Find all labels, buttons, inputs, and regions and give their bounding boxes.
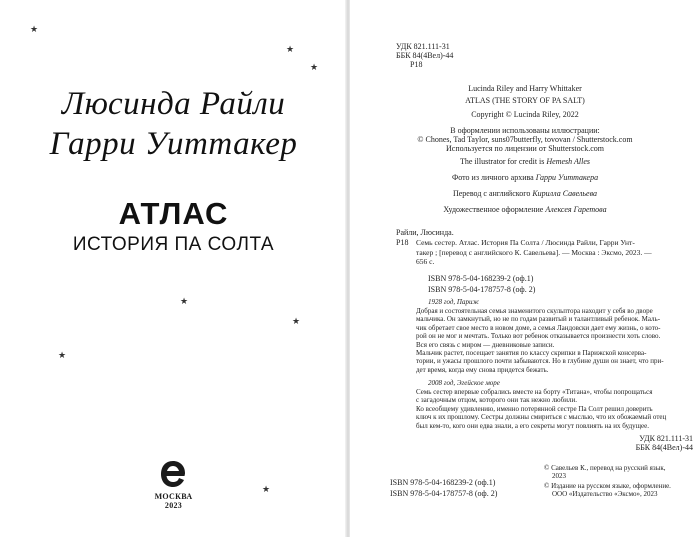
annotation-line: был кем-то, кого они едва знали, а его секреты могут повлиять на их будущее. (416, 421, 649, 430)
annotation-line: Ко всеобщему удивлению, именно потерянной сестре Па Солт решил доверить (416, 404, 653, 413)
translator-name: Кирилла Савельева (532, 189, 598, 198)
illustrator-credit-prefix: The illustrator for credit is (459, 157, 547, 166)
title-page (0, 0, 347, 537)
star-icon: ★ (292, 317, 301, 327)
publisher-city: МОСКВА (154, 492, 193, 501)
bbk-code-bottom: ББК 84(4Вел)-44 (635, 443, 693, 452)
catalog-isbn-1: ISBN 978-5-04-168239-2 (оф.1) (428, 274, 534, 283)
book-title: АТЛАС (118, 196, 229, 231)
star-icon: ★ (30, 25, 39, 35)
copyright-edition-2: ООО «Издательство «Эксмо», 2023 (552, 490, 658, 498)
illustrations-credit: © Chones, Tad Taylor, suns07butterfly, tovovan / Shutterstock.com (417, 135, 633, 144)
section-label-1928: 1928 год, Париж (428, 298, 479, 306)
photo-credit (390, 173, 660, 182)
catalog-line: Семь сестер. Атлас. История Па Солта / Люсинда Райли, Гарри Унт- (416, 238, 635, 247)
photo-credit-name: Гарри Уиттакера (535, 173, 599, 182)
translation-credit (390, 189, 660, 198)
annotation-line: с загадочным отцом, которого они так нежно любили. (416, 396, 577, 405)
annotation-line: мальчика. Он замкнутый, но не по годам развитый и талантливый ребенок. Маль- (416, 315, 661, 324)
annotation-line: рой он не мог и мечтать. Только вот ребенок отказывается произнести хоть слово. (416, 332, 661, 341)
star-icon: ★ (262, 485, 271, 495)
star-icon: ★ (58, 351, 67, 361)
copyright-page (350, 0, 700, 537)
udk-code-bottom: УДК 821.111-31 (639, 434, 693, 443)
catalog-author: Райли, Люсинда. (396, 228, 454, 237)
translation-credit-prefix: Перевод с английского (452, 189, 533, 198)
catalog-isbn-2: ISBN 978-5-04-178757-8 (оф. 2) (428, 285, 536, 294)
book-subtitle: ИСТОРИЯ ПА СОЛТА (72, 234, 275, 255)
author-mark: Р18 (410, 60, 423, 69)
isbn-bottom-2: ISBN 978-5-04-178757-8 (оф. 2) (390, 489, 498, 498)
design-credit-prefix: Художественное оформление (443, 205, 546, 214)
design-credit (390, 205, 660, 214)
catalog-code: Р18 (396, 238, 409, 247)
copyright-translation-2: 2023 (552, 472, 566, 480)
section-label-2008: 2008 год, Эгейское море (428, 379, 500, 387)
annotation-line: дет время, когда ему снова придется бежать. (416, 365, 549, 374)
catalog-line: 656 с. (416, 257, 435, 266)
catalog-line: такер ; [перевод с английского К. Савельева]. — Москва : Эксмо, 2023. — (416, 247, 652, 257)
annotation-line: Семь сестер впервые собрались вместе на борту «Титана», чтобы попрощаться (416, 388, 653, 396)
isbn-bottom-1: ISBN 978-5-04-168239-2 (оф.1) (390, 478, 496, 487)
annotation-paragraph-1 (416, 307, 686, 374)
author-name-2: Гарри Уиттакер (49, 126, 298, 162)
author-name-1: Люсинда Райли (61, 86, 286, 122)
annotation-paragraph-2 (416, 388, 686, 430)
original-authors: Lucinda Riley and Harry Whittaker (468, 84, 582, 93)
license-line: Используется по лицензии от Shutterstock.com (446, 144, 604, 153)
annotation-line: тории, и ужасы прошлого почти забываются. Но в глубине души он знает, что при- (416, 357, 664, 366)
star-icon: ★ (180, 297, 189, 307)
illustrator-name: Hemesh Alles (546, 157, 591, 166)
illustrations-heading: В оформлении использованы иллюстрации: (450, 126, 600, 135)
photo-credit-prefix: Фото из личного архива (451, 173, 536, 182)
annotation-line: Вся его связь с миром — дневниковые записи. (416, 340, 555, 349)
publisher-year: 2023 (164, 501, 183, 510)
annotation-line: Добрая и состоятельная семья знаменитого скульптора находит у себя во дворе (416, 307, 653, 315)
star-icon: ★ (286, 45, 295, 55)
annotation-line: Мальчик растет, посещает занятия по классу скрипки в Парижской консерва- (416, 349, 647, 358)
designer-name: Алексея Гаретова (545, 205, 607, 214)
copyright-translation-1: © Савельев К., перевод на русский язык, (544, 464, 666, 472)
bbk-code: ББК 84(4Вел)-44 (396, 51, 454, 60)
original-title: ATLAS (THE STORY OF PA SALT) (465, 96, 585, 105)
annotation-line: ключ к их прошлому. Сестры должны смириться с мыслью, что их обожаемый отец (416, 413, 667, 422)
copyright-line: Copyright © Lucinda Riley, 2022 (471, 110, 579, 119)
publisher-imprint (0, 492, 347, 510)
catalog-entry (416, 238, 684, 267)
star-icon: ★ (310, 63, 319, 73)
illustrator-credit (390, 157, 660, 166)
udk-code: УДК 821.111-31 (396, 42, 450, 51)
eksmo-logo-icon (158, 458, 188, 490)
annotation-line: чик обретает свое место в новом доме, а семья Ландовски дает ему жизнь, о кото- (416, 323, 661, 332)
copyright-edition-1: © Издание на русском языке, оформление. (544, 482, 671, 490)
